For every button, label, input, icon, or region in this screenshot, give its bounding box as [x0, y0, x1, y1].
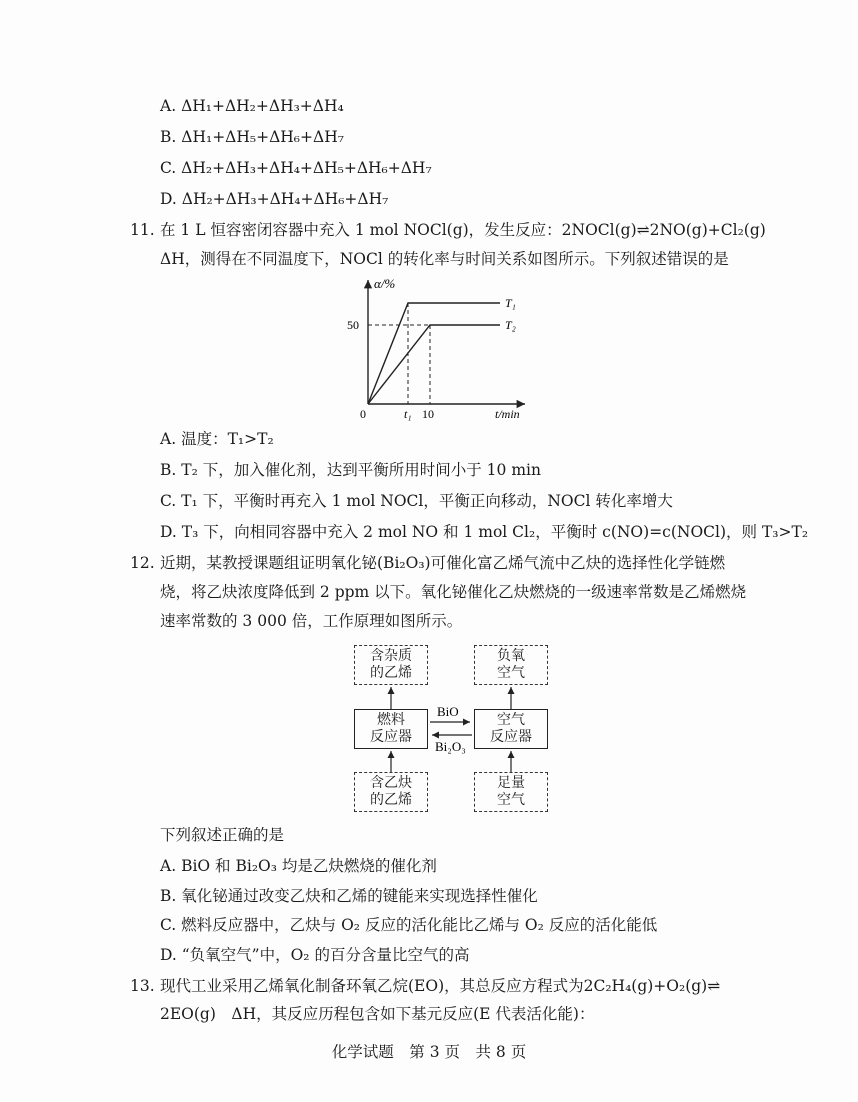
x-tick-t1: t₁ [404, 407, 412, 421]
q10-option-d: D. ΔH₂+ΔH₃+ΔH₄+ΔH₆+ΔH₇ [160, 190, 389, 208]
q11-number: 11. [130, 221, 155, 239]
series-t2-line [368, 325, 500, 404]
q11-stem-line1: 在 1 L 恒容密闭容器中充入 1 mol NOCl(g)，发生反应：2NOCl(g)⇌2NO(g)+Cl₂(g) [160, 221, 766, 239]
q11-stem-line2: ΔH，测得在不同温度下，NOCl 的转化率与时间关系如图所示。下列叙述错误的是 [160, 250, 729, 268]
box-acetylene-ethylene: 含乙炔 的乙烯 [354, 772, 428, 812]
q12-number: 12. [130, 554, 155, 572]
q13-stem-line2: 2EO(g) ΔH，其反应历程包含如下基元反应(E 代表活化能)： [160, 1005, 595, 1023]
y-axis-label: α/% [374, 276, 396, 291]
label-bio: BiO [437, 704, 459, 719]
y-tick-50: 50 [347, 318, 359, 332]
q10-option-c: C. ΔH₂+ΔH₃+ΔH₄+ΔH₅+ΔH₆+ΔH₇ [160, 159, 432, 177]
q12-option-c: C. 燃料反应器中，乙炔与 O₂ 反应的活化能比乙烯与 O₂ 反应的活化能低 [160, 916, 658, 934]
box-negative-oxygen-air: 负氧 空气 [474, 645, 548, 685]
q12-prompt: 下列叙述正确的是 [160, 826, 285, 844]
q12-stem-line2: 烧，将乙炔浓度降低到 2 ppm 以下。氧化铋催化乙炔燃烧的一级速率常数是乙烯燃烧 [160, 583, 747, 601]
page-footer: 化学试题 第 3 页 共 8 页 [331, 1043, 527, 1061]
label-bi2o3: Bi₂O₃ [435, 739, 466, 754]
box-ample-air: 足量 空气 [474, 772, 548, 812]
q12-option-a: A. BiO 和 Bi₂O₃ 均是乙炔燃烧的催化剂 [160, 857, 437, 875]
q11-conversion-graph [330, 272, 550, 422]
box-fuel-reactor: 燃料 反应器 [354, 709, 428, 749]
q12-option-d: D. “负氧空气”中，O₂ 的百分含量比空气的高 [160, 946, 470, 964]
box-impure-ethylene: 含杂质 的乙烯 [354, 645, 428, 685]
q11-option-c: C. T₁ 下，平衡时再充入 1 mol NOCl，平衡正向移动，NOCl 转化率增大 [160, 492, 673, 510]
q11-option-a: A. 温度：T₁>T₂ [160, 430, 274, 448]
series-t1-label: T₁ [505, 296, 516, 310]
q12-option-b: B. 氧化铋通过改变乙炔和乙烯的键能来实现选择性催化 [160, 887, 538, 905]
origin-label: 0 [360, 407, 366, 421]
q10-option-b: B. ΔH₁+ΔH₅+ΔH₆+ΔH₇ [160, 128, 344, 146]
q11-option-b: B. T₂ 下，加入催化剂，达到平衡所用时间小于 10 min [160, 461, 541, 479]
q11-option-d: D. T₃ 下，向相同容器中充入 2 mol NO 和 1 mol Cl₂，平衡时 c(NO)=c(NOCl)，则 T₃>T₂ [160, 523, 809, 541]
q13-stem-line1: 现代工业采用乙烯氧化制备环氧乙烷(EO)，其总反应方程式为2C₂H₄(g)+O₂(g)⇌ [160, 977, 721, 995]
q13-number: 13. [130, 977, 155, 995]
x-axis-label: t/min [495, 407, 520, 421]
q12-diagram-arrows [340, 640, 550, 820]
box-air-reactor: 空气 反应器 [474, 709, 548, 749]
q12-stem-line1: 近期，某教授课题组证明氧化铋(Bi₂O₃)可催化富乙烯气流中乙炔的选择性化学链燃 [160, 554, 726, 572]
series-t1-line [368, 303, 500, 404]
series-t2-label: T₂ [505, 318, 516, 332]
q12-stem-line3: 速率常数的 3 000 倍，工作原理如图所示。 [160, 612, 463, 630]
x-tick-10: 10 [422, 407, 434, 421]
q10-option-a: A. ΔH₁+ΔH₂+ΔH₃+ΔH₄ [160, 97, 344, 115]
